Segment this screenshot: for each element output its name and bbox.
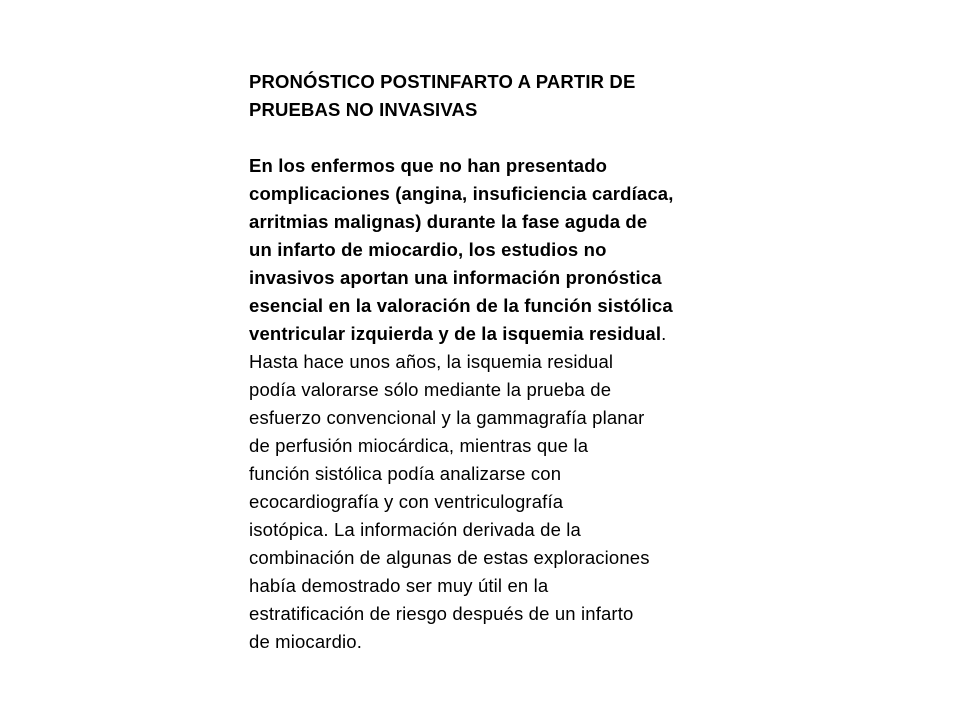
bold-text-line: arritmias malignas) durante la fase aguda de	[249, 211, 648, 232]
text-block	[249, 68, 729, 656]
regular-text-line: Hasta hace unos años, la isquemia residual	[249, 351, 614, 372]
regular-text-line: ecocardiografía y con ventriculografía	[249, 491, 564, 512]
regular-text-line: isotópica. La información derivada de la	[249, 519, 581, 540]
bold-text-line: En los enfermos que no han presentado	[249, 155, 608, 176]
bold-text-line: esencial en la valoración de la función sistólica	[249, 295, 673, 316]
mixed-text-line	[249, 320, 729, 348]
bold-text-line: complicaciones (angina, insuficiencia cardíaca,	[249, 183, 674, 204]
regular-text-line: de miocardio.	[249, 631, 363, 652]
paragraph-spacer	[249, 124, 729, 152]
regular-text-line: función sistólica podía analizarse con	[249, 463, 562, 484]
regular-text-line: estratificación de riesgo después de un infarto	[249, 603, 634, 624]
document-title-line-2: PRUEBAS NO INVASIVAS	[249, 99, 478, 120]
regular-text-line: había demostrado ser muy útil en la	[249, 575, 549, 596]
regular-text-line: combinación de algunas de estas exploraciones	[249, 547, 650, 568]
bold-text-line: un infarto de miocardio, los estudios no	[249, 239, 607, 260]
bold-text-line: invasivos aportan una información pronóstica	[249, 267, 662, 288]
mixed-regular-text: .	[661, 323, 667, 344]
mixed-bold-text: ventricular izquierda y de la isquemia residual	[249, 323, 662, 344]
regular-text-line: esfuerzo convencional y la gammagrafía planar	[249, 407, 645, 428]
regular-text-line: de perfusión miocárdica, mientras que la	[249, 435, 589, 456]
document-title-line-1: PRONÓSTICO POSTINFARTO A PARTIR DE	[249, 71, 636, 92]
regular-text-line: podía valorarse sólo mediante la prueba de	[249, 379, 612, 400]
